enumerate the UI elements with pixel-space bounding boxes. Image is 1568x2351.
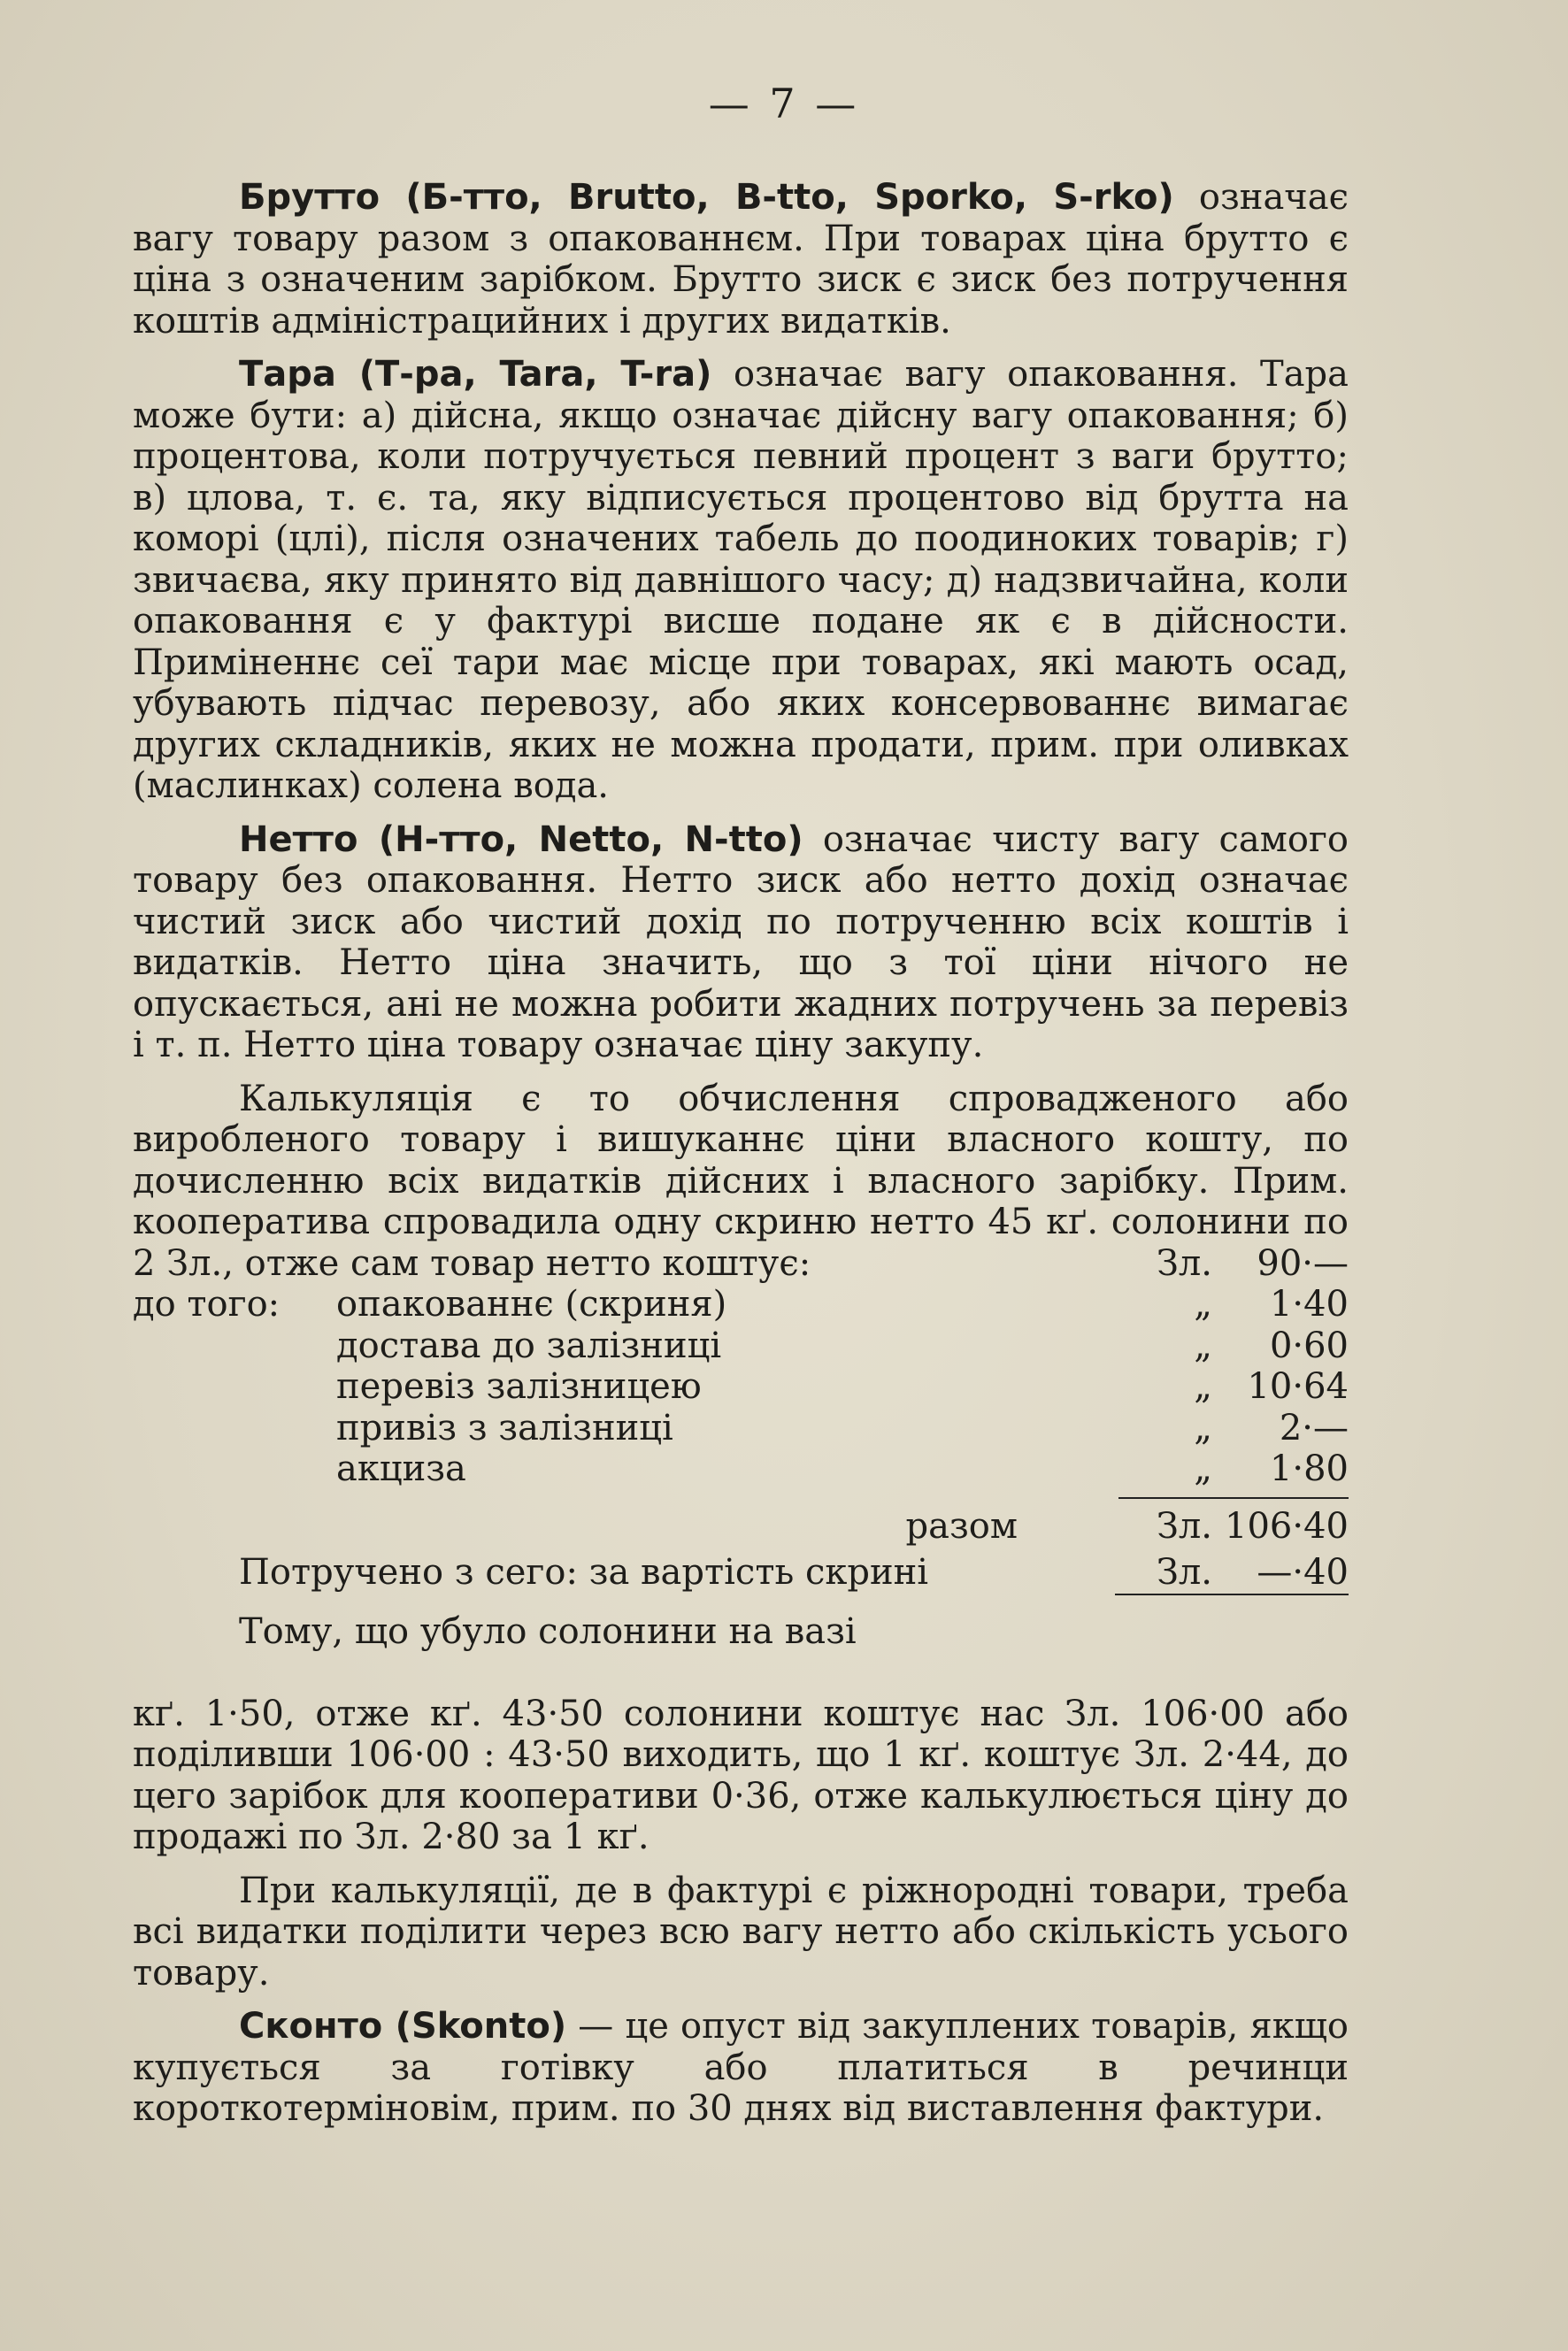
calc-total-row [133,1506,1349,1548]
tara-text: означає вагу опаковання. Тара може бути: а) дійсна, якщо означає дійсну вагу опаковання; б) процентова, коли потручується певний процент з ваги брутто; в) цлова, т. є. та, яку відписується процентово від брутта на коморі (цлі), після означених табель до поодиноких товарів; г) звичаєва, яку принято від давнішого часу; д) надзвичайна, коли опаковання є у фактурі висше подане як є в дійсности. Приміненнє сеї тари має місце при товарах, які мають осад, убувають підчас перевозу, або яких консервованнє вимагає других складників, яких не можна продати, прим. при оливках (маслинках) солена вода. [133,354,1349,806]
calc-item-label: достава до залізниці [336,1325,722,1366]
netto-text: означає чисту вагу самого товару без опаковання. Нетто зиск або нетто дохід означає чистий зиск або чистий дохід по потрученню всіх коштів і видатків. Нетто ціна значить, що з тої ціни нічого не опускається, ані не можна робити жадних потручень за перевіз і т. п. Нетто ціна товару означає ціну закупу. [133,818,1349,1065]
calc-total-label: разом [905,1505,1018,1547]
calc-item-amount: 1·80 [1269,1448,1349,1489]
calc-item-row [133,1366,1349,1408]
paragraph-mixed-goods: При калькуляції, де в фактурі є ріжнородні товари, треба всі видатки поділити через всю вагу нетто або скількість усього товару. [133,1870,1349,1994]
calc-item-label: акциза [336,1448,466,1489]
paragraph-tara [133,354,1349,807]
page-number: — 7 — [708,80,860,127]
calc-item-currency: „ [1194,1284,1212,1325]
calc-item-row [133,1448,1349,1490]
calc-item-currency: „ [1194,1407,1212,1448]
calc-item-row [133,1284,1349,1325]
paragraph-netto [133,819,1349,1066]
term-skonto: Сконто (Skonto) [239,2006,567,2047]
paragraph-calculation-intro: Калькуляція є то обчислення спровадженого або виробленого товару і вишуканнє ціни власного кошту, по дочисленню всіх видатків дійсних і власного зарібку. Прим. кооператива спровадила одну скриню нетто 45 кґ. солонини по 2 Зл., отже сам товар нетто коштує: [133,1078,1349,1284]
calc-deduction-label: Потручено з сего: за вартість скрині [239,1552,929,1593]
body-text [133,177,1349,2142]
calc-deduction-row [133,1552,1349,1594]
calc-total-currency: Зл. [1156,1505,1212,1547]
after-calculation [133,1611,1349,1858]
term-netto: Нетто (Н-тто, Netto, N-tto) [239,818,803,860]
calc-item-amount: 10·64 [1247,1366,1349,1407]
calc-item-amount: 0·60 [1269,1325,1349,1366]
calc-prefix: до того: [133,1284,281,1325]
calc-item-row [133,1408,1349,1449]
calc-item-label: привіз з залізниці [336,1407,673,1448]
skonto-text: — це опуст від закуплених товарів, якщо купується за готівку або платиться в речинци короткотерміновім, прим. по 30 днях від виставлення фактури. [133,2006,1349,2129]
term-brutto: Брутто (Б-тто, Brutto, B-tto, Sporko, S-rko) [239,177,1174,218]
after-calc-paragraph [133,1652,1349,1858]
calc-item-amount: 2·— [1279,1407,1349,1448]
calc-item-currency: „ [1194,1448,1212,1489]
calc-base-row [133,1243,1349,1285]
after-calc-line: Тому, що убуло солонини на вазі [239,1610,857,1652]
calc-item-currency: „ [1194,1366,1212,1407]
calc-item-label: перевіз залізницею [336,1366,702,1407]
sum-rule [1118,1497,1349,1499]
paragraph-skonto [133,2006,1349,2130]
calc-base-amount: 90·— [1257,1242,1349,1284]
calc-item-amount: 1·40 [1269,1284,1349,1325]
brutto-text: означає вагу товару разом з опакованнєм. При товарах ціна брутто є ціна з означеним зарібком. Брутто зиск є зиск без потручення коштів адміністрацийних і других видатків. [133,177,1349,342]
calc-deduction-amount: —·40 [1225,1552,1349,1595]
paragraph-brutto [133,177,1349,342]
calculation-table [133,1243,1349,1594]
calc-item-row [133,1325,1349,1367]
after-calc-text: кґ. 1·50, отже кґ. 43·50 солонини коштує нас Зл. 106·00 або поділивши 106·00 : 43·50 виходить, що 1 кґ. коштує Зл. 2·44, до цего зарібок для кооперативи 0·36, отже калькулюється ціну до продажі по Зл. 2·80 за 1 кґ. [133,1693,1349,1857]
calc-deduction-currency: Зл. [1115,1552,1225,1595]
calc-item-label: опакованнє (скриня) [336,1284,727,1325]
term-tara: Тара (Т-ра, Tara, T-ra) [239,354,712,395]
calc-base-currency: Зл. [1156,1242,1212,1284]
calc-item-currency: „ [1194,1325,1212,1366]
calc-total-amount: 106·40 [1225,1505,1349,1547]
